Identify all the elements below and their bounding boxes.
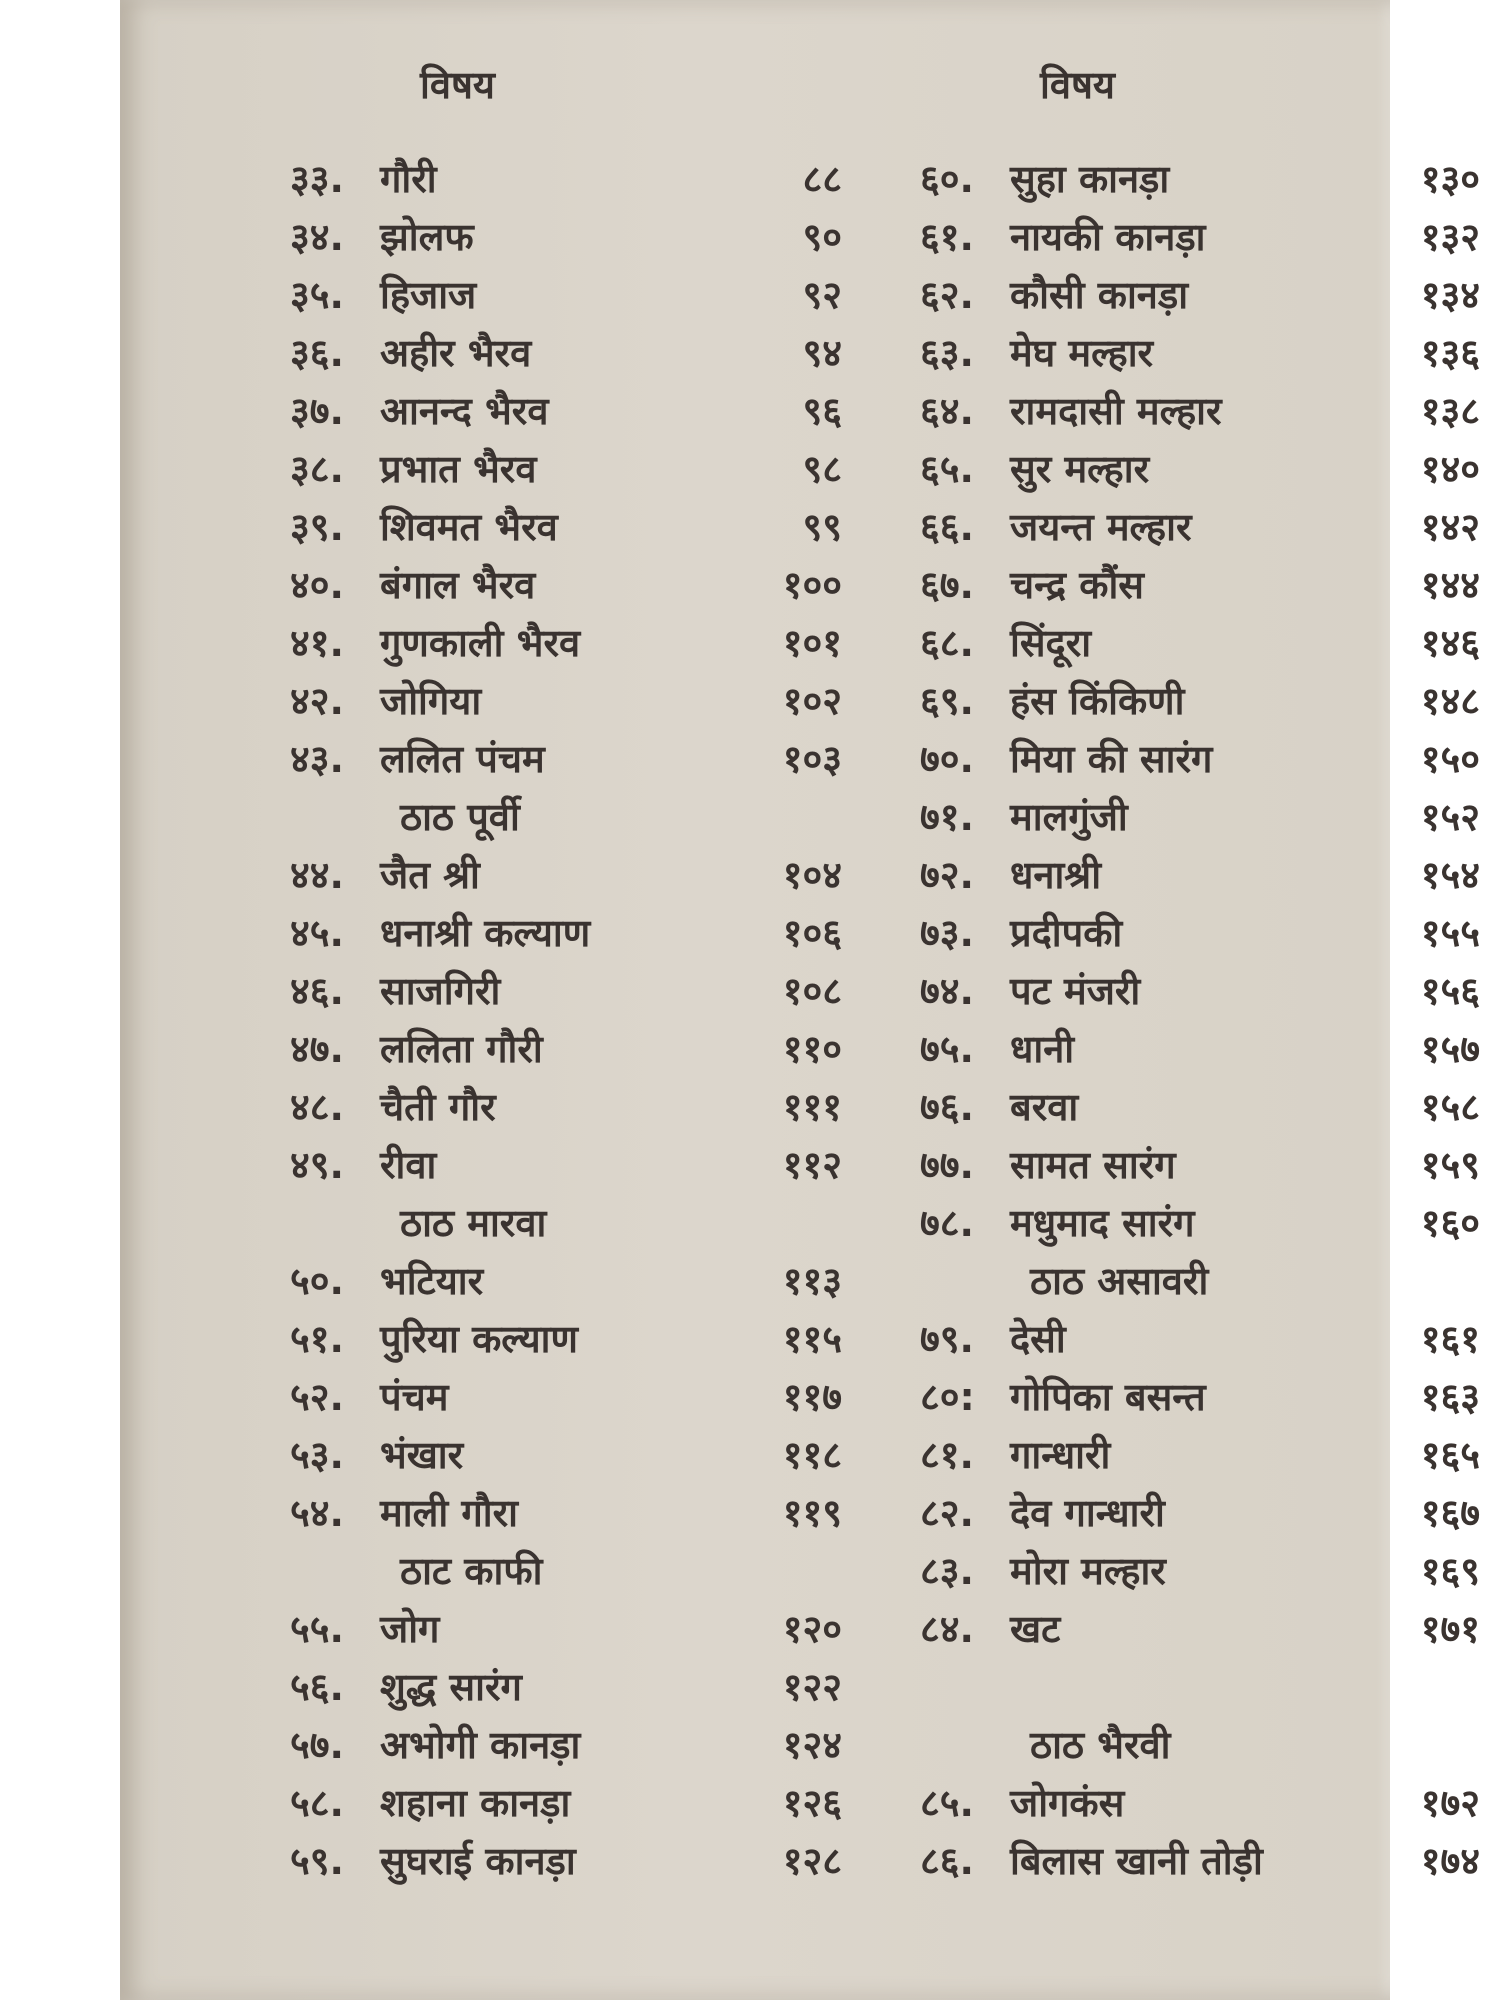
entry-number: ७३. (920, 911, 974, 955)
entry-number: ५४. (290, 1491, 344, 1535)
entry-title: सिंदूरा (1010, 621, 1092, 665)
entry-page-number: १६९ (1420, 1549, 1480, 1593)
toc-entry (890, 440, 1480, 498)
entry-number: ४९. (290, 1143, 344, 1187)
entry-page-number: १२० (782, 1607, 842, 1651)
toc-entry (260, 1774, 860, 1832)
entry-title: बरवा (1010, 1085, 1079, 1129)
entry-page-number: १०० (782, 563, 842, 607)
entry-number: ७८. (920, 1201, 974, 1245)
entry-title: धनाश्री कल्याण (380, 911, 591, 955)
entry-title: अहीर भैरव (380, 331, 532, 375)
entry-title: भंखार (380, 1433, 464, 1477)
entry-page-number: ११५ (782, 1317, 842, 1361)
toc-entry (260, 730, 860, 788)
entry-page-number: ९६ (802, 389, 842, 433)
toc-entry (260, 1136, 860, 1194)
entry-number: ७६. (920, 1085, 974, 1129)
entry-title: देव गान्धारी (1010, 1491, 1165, 1535)
section-title: ठाठ मारवा (400, 1201, 547, 1245)
entry-number: ४१. (290, 621, 344, 665)
entry-number: ५१. (290, 1317, 344, 1361)
entry-page-number: १७४ (1420, 1839, 1480, 1883)
entry-title: जोगकंस (1010, 1781, 1125, 1825)
entry-page-number: १०६ (782, 911, 842, 955)
entry-page-number: ११३ (782, 1259, 842, 1303)
entry-title: झोलफ (380, 215, 474, 259)
entry-page-number: १२४ (782, 1723, 842, 1767)
entry-page-number: ११० (782, 1027, 842, 1071)
toc-entry (890, 1078, 1480, 1136)
entry-title: शहाना कानड़ा (380, 1781, 571, 1825)
entry-number: ३९. (290, 505, 344, 549)
entry-number: ४७. (290, 1027, 344, 1071)
entry-page-number: १४८ (1420, 679, 1480, 723)
entry-page-number: ११८ (782, 1433, 842, 1477)
entry-number: ५३. (290, 1433, 344, 1477)
right-column (890, 0, 1480, 2000)
entry-title: खट (1010, 1607, 1061, 1651)
toc-entry (890, 1020, 1480, 1078)
entry-page-number: १४६ (1420, 621, 1480, 665)
toc-entry (890, 1484, 1480, 1542)
book-page (120, 0, 1480, 2000)
toc-entry (890, 1774, 1480, 1832)
left-column-header: विषय (420, 63, 495, 107)
section-title: ठाट काफी (400, 1549, 543, 1593)
entry-page-number: १५९ (1420, 1143, 1480, 1187)
entry-title: मधुमाद सारंग (1010, 1201, 1195, 1245)
entry-number: ३५. (290, 273, 344, 317)
entry-title: पंचम (380, 1375, 449, 1419)
entry-page-number: १५६ (1420, 969, 1480, 1013)
entry-page-number: ९२ (802, 273, 842, 317)
entry-title: प्रभात भैरव (380, 447, 537, 491)
entry-title: सामत सारंग (1010, 1143, 1176, 1187)
toc-entry (260, 266, 860, 324)
entry-number: ७७. (920, 1143, 974, 1187)
toc-entry (260, 556, 860, 614)
entry-number: ८१. (920, 1433, 974, 1477)
entry-title: चन्द्र कौंस (1010, 563, 1144, 607)
entry-title: पट मंजरी (1010, 969, 1141, 1013)
entry-page-number: ९८ (802, 447, 842, 491)
entry-title: जोग (380, 1607, 440, 1651)
toc-entry (260, 1368, 860, 1426)
entry-title: मिया की सारंग (1010, 737, 1213, 781)
entry-title: भटियार (380, 1259, 484, 1303)
entry-title: मेघ मल्हार (1010, 331, 1154, 375)
entry-title: नायकी कानड़ा (1010, 215, 1206, 259)
entry-title: रीवा (380, 1143, 437, 1187)
toc-entry (890, 846, 1480, 904)
toc-entry (890, 1542, 1480, 1600)
toc-entry (260, 382, 860, 440)
entry-number: ४५. (290, 911, 344, 955)
section-heading (890, 1252, 1480, 1310)
entry-title: शुद्ध सारंग (380, 1665, 522, 1709)
entry-number: ४६. (290, 969, 344, 1013)
entry-number: ३७. (290, 389, 344, 433)
toc-entry (890, 208, 1480, 266)
entry-title: रामदासी मल्हार (1010, 389, 1222, 433)
toc-entry (890, 1368, 1480, 1426)
entry-title: साजगिरी (380, 969, 501, 1013)
entry-page-number: १३४ (1420, 273, 1480, 317)
section-title: ठाठ पूर्वी (400, 795, 520, 839)
entry-title: जयन्त मल्हार (1010, 505, 1192, 549)
entry-number: ४३. (290, 737, 344, 781)
entry-title: ललित पंचम (380, 737, 545, 781)
toc-entry (890, 1194, 1480, 1252)
entry-title: ललिता गौरी (380, 1027, 543, 1071)
entry-title: मालगुंजी (1010, 795, 1128, 839)
entry-title: माली गौरा (380, 1491, 519, 1535)
toc-entry (890, 962, 1480, 1020)
entry-title: प्रदीपकी (1010, 911, 1123, 955)
entry-number: ७५. (920, 1027, 974, 1071)
entry-page-number: १३८ (1420, 389, 1480, 433)
toc-entry (260, 1078, 860, 1136)
entry-page-number: १२२ (782, 1665, 842, 1709)
toc-entry (260, 150, 860, 208)
toc-entry (890, 1426, 1480, 1484)
entry-number: ५२. (290, 1375, 344, 1419)
spacer-row (890, 1658, 1480, 1716)
entry-page-number: १०८ (782, 969, 842, 1013)
entry-title: आनन्द भैरव (380, 389, 549, 433)
section-heading (260, 1542, 860, 1600)
entry-number: ८०: (920, 1375, 975, 1419)
toc-entry (890, 672, 1480, 730)
entry-title: बिलास खानी तोड़ी (1010, 1839, 1263, 1883)
toc-entry (260, 962, 860, 1020)
entry-title: धानी (1010, 1027, 1075, 1071)
entry-title: सुर मल्हार (1010, 447, 1150, 491)
entry-number: ३८. (290, 447, 344, 491)
toc-entry (260, 1832, 860, 1890)
entry-page-number: १७२ (1420, 1781, 1480, 1825)
entry-page-number: १०२ (782, 679, 842, 723)
section-heading (890, 1716, 1480, 1774)
entry-page-number: १५५ (1420, 911, 1480, 955)
toc-entry (890, 788, 1480, 846)
entry-number: ६९. (920, 679, 974, 723)
toc-entry (890, 904, 1480, 962)
entry-number: ५५. (290, 1607, 344, 1651)
entry-number: ६२. (920, 273, 974, 317)
toc-entry (890, 1136, 1480, 1194)
entry-number: ७९. (920, 1317, 974, 1361)
entry-number: ६१. (920, 215, 974, 259)
entry-page-number: १५२ (1420, 795, 1480, 839)
toc-entry (890, 266, 1480, 324)
entry-page-number: १६१ (1420, 1317, 1480, 1361)
entry-title: गान्धारी (1010, 1433, 1111, 1477)
entry-number: ७१. (920, 795, 974, 839)
entry-number: ७२. (920, 853, 974, 897)
entry-number: ४२. (290, 679, 344, 723)
toc-entry (890, 614, 1480, 672)
entry-page-number: १५० (1420, 737, 1480, 781)
entry-page-number: १११ (782, 1085, 842, 1129)
entry-number: ६३. (920, 331, 974, 375)
entry-title: गुणकाली भैरव (380, 621, 581, 665)
entry-page-number: १२८ (782, 1839, 842, 1883)
entry-page-number: ११७ (782, 1375, 842, 1419)
entry-number: ६०. (920, 157, 974, 201)
entry-page-number: ९० (802, 215, 842, 259)
entry-number: ८२. (920, 1491, 974, 1535)
entry-page-number: १५८ (1420, 1085, 1480, 1129)
entry-title: कौसी कानड़ा (1010, 273, 1189, 317)
toc-entry (260, 208, 860, 266)
entry-page-number: १६० (1420, 1201, 1480, 1245)
entry-title: गौरी (380, 157, 437, 201)
entry-title: सुहा कानड़ा (1010, 157, 1170, 201)
entry-page-number: १०३ (782, 737, 842, 781)
entry-number: ३३. (290, 157, 344, 201)
entry-page-number: १३० (1420, 157, 1480, 201)
entry-page-number: १३२ (1420, 215, 1480, 259)
entry-page-number: १६७ (1420, 1491, 1480, 1535)
toc-entry (260, 1252, 860, 1310)
entry-number: ५०. (290, 1259, 344, 1303)
entry-page-number: ८८ (802, 157, 842, 201)
entry-page-number: १४० (1420, 447, 1480, 491)
entry-title: जोगिया (380, 679, 482, 723)
entry-title: शिवमत भैरव (380, 505, 558, 549)
entry-page-number: १२६ (782, 1781, 842, 1825)
entry-title: हिजाज (380, 273, 477, 317)
toc-entry (260, 1716, 860, 1774)
entry-page-number: १०१ (782, 621, 842, 665)
entry-title: बंगाल भैरव (380, 563, 536, 607)
left-column (260, 0, 860, 2000)
entry-page-number: १६३ (1420, 1375, 1480, 1419)
section-heading (260, 1194, 860, 1252)
toc-entry (260, 324, 860, 382)
toc-entry (890, 150, 1480, 208)
entry-page-number: १७१ (1420, 1607, 1480, 1651)
toc-entry (260, 672, 860, 730)
entry-number: ६४. (920, 389, 974, 433)
entry-page-number: १६५ (1420, 1433, 1480, 1477)
entry-number: ७०. (920, 737, 974, 781)
toc-entry (260, 614, 860, 672)
toc-entry (890, 1832, 1480, 1890)
entry-number: ८३. (920, 1549, 974, 1593)
right-entries-list (890, 150, 1480, 1890)
entry-page-number: ९४ (802, 331, 842, 375)
entry-number: ८५. (920, 1781, 974, 1825)
entry-title: हंस किंकिणी (1010, 679, 1185, 723)
entry-page-number: ११२ (782, 1143, 842, 1187)
toc-entry (260, 440, 860, 498)
toc-entry (260, 1658, 860, 1716)
section-heading (260, 788, 860, 846)
entry-page-number: ११९ (782, 1491, 842, 1535)
entry-number: ३६. (290, 331, 344, 375)
toc-entry (890, 730, 1480, 788)
entry-number: ५६. (290, 1665, 344, 1709)
entry-number: ४४. (290, 853, 344, 897)
toc-entry (260, 1600, 860, 1658)
toc-entry (890, 556, 1480, 614)
entry-title: पुरिया कल्याण (380, 1317, 578, 1361)
toc-entry (890, 382, 1480, 440)
toc-entry (890, 498, 1480, 556)
entry-page-number: ९९ (802, 505, 842, 549)
entry-title: गोपिका बसन्त (1010, 1375, 1206, 1419)
section-title: ठाठ भैरवी (1030, 1723, 1171, 1767)
entry-title: मोरा मल्हार (1010, 1549, 1166, 1593)
entry-page-number: १३६ (1420, 331, 1480, 375)
entry-number: ७४. (920, 969, 974, 1013)
entry-number: ६७. (920, 563, 974, 607)
entry-number: ५७. (290, 1723, 344, 1767)
toc-entry (260, 904, 860, 962)
entry-number: ५८. (290, 1781, 344, 1825)
toc-entry (260, 1484, 860, 1542)
entry-page-number: १०४ (782, 853, 842, 897)
toc-entry (260, 498, 860, 556)
toc-entry (260, 1310, 860, 1368)
entry-page-number: १५४ (1420, 853, 1480, 897)
entry-title: सुघराई कानड़ा (380, 1839, 576, 1883)
left-entries-list (260, 150, 860, 1890)
entry-page-number: १४४ (1420, 563, 1480, 607)
entry-number: ६८. (920, 621, 974, 665)
toc-entry (260, 1426, 860, 1484)
entry-number: ४०. (290, 563, 344, 607)
toc-entry (890, 1600, 1480, 1658)
section-title: ठाठ असावरी (1030, 1259, 1209, 1303)
entry-number: ८४. (920, 1607, 974, 1651)
entry-title: जैत श्री (380, 853, 480, 897)
entry-title: देसी (1010, 1317, 1066, 1361)
entry-number: ६५. (920, 447, 974, 491)
entry-number: ६६. (920, 505, 974, 549)
toc-entry (890, 1310, 1480, 1368)
toc-entry (260, 846, 860, 904)
entry-number: ५९. (290, 1839, 344, 1883)
entry-number: ३४. (290, 215, 344, 259)
toc-entry (890, 324, 1480, 382)
entry-title: धनाश्री (1010, 853, 1102, 897)
right-column-header: विषय (1040, 63, 1115, 107)
toc-entry (260, 1020, 860, 1078)
entry-number: ४८. (290, 1085, 344, 1129)
entry-title: अभोगी कानड़ा (380, 1723, 581, 1767)
entry-page-number: १४२ (1420, 505, 1480, 549)
entry-number: ८६. (920, 1839, 974, 1883)
entry-title: चैती गौर (380, 1085, 496, 1129)
entry-page-number: १५७ (1420, 1027, 1480, 1071)
